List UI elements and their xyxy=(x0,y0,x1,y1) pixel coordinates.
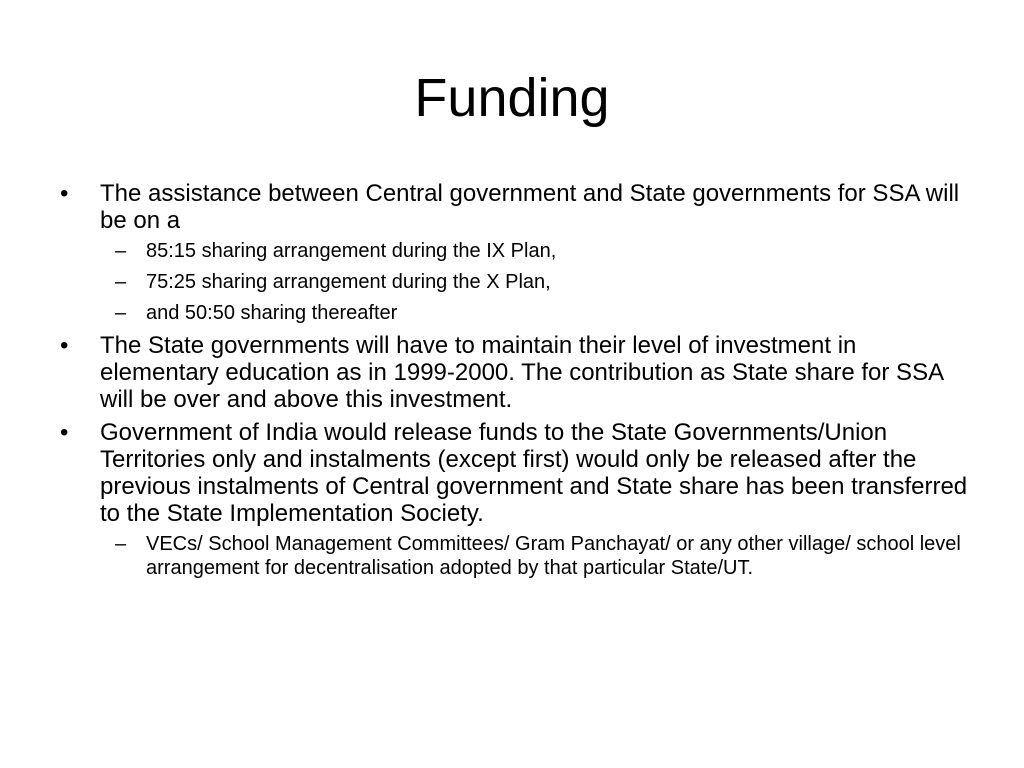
sub-bullet-text: VECs/ School Management Committees/ Gram Panchayat/ or any other village/ school level arrangement for decentralisation adopted by that particular State/UT. xyxy=(146,533,961,579)
bullet-dot-icon: • xyxy=(60,180,69,207)
sub-bullet-text: and 50:50 sharing thereafter xyxy=(146,302,398,324)
bullet-item xyxy=(60,180,980,325)
sub-bullet-text: 85:15 sharing arrangement during the IX Plan, xyxy=(146,240,557,262)
dash-icon: – xyxy=(115,240,127,262)
bullet-text: The State governments will have to maintain their level of investment in elementary education as in 1999-2000. The contribution as State share for SSA will be over and above this investment. xyxy=(100,332,943,413)
dash-icon: – xyxy=(115,533,127,555)
sub-bullet-item xyxy=(100,270,980,294)
sub-bullet-item xyxy=(100,532,980,580)
sub-bullet-text: 75:25 sharing arrangement during the X Plan, xyxy=(146,271,551,293)
dash-icon: – xyxy=(115,271,127,293)
bullet-text: The assistance between Central government and State governments for SSA will be on a xyxy=(100,180,960,234)
bullet-dot-icon: • xyxy=(60,332,69,359)
sub-bullet-list xyxy=(100,239,980,325)
sub-bullet-list xyxy=(100,532,980,580)
sub-bullet-item xyxy=(100,301,980,325)
bullet-list xyxy=(60,180,980,587)
slide-title: Funding xyxy=(414,68,610,128)
bullet-item xyxy=(60,419,980,580)
bullet-dot-icon: • xyxy=(60,419,69,446)
sub-bullet-item xyxy=(100,239,980,263)
bullet-item xyxy=(60,332,980,413)
bullet-text: Government of India would release funds to the State Governments/Union Territories only and instalments (except first) would only be released after the previous instalments of Central government and State share has been transferred to the State Implementation Society. xyxy=(100,419,968,527)
dash-icon: – xyxy=(115,302,127,324)
